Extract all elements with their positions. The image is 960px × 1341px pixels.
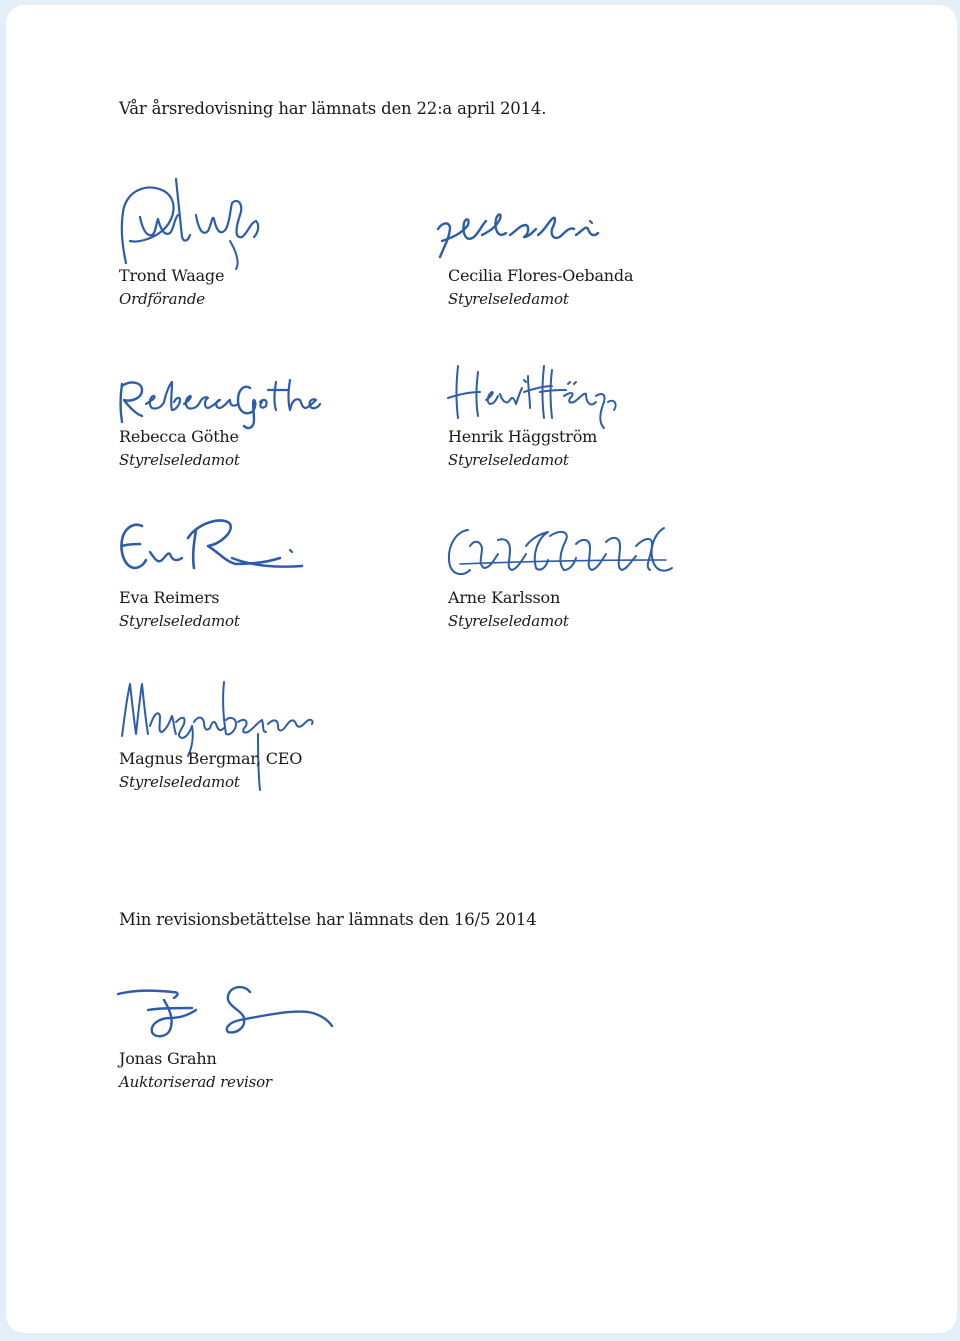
signer-role: Styrelseledamot: [119, 451, 240, 469]
signer-role: Ordförande: [119, 290, 205, 308]
signature-rebecca-gothe: [112, 370, 322, 432]
signer-name: Rebecca Göthe: [119, 427, 239, 446]
signer-role: Styrelseledamot: [119, 773, 240, 791]
signer-name: Magnus Bergmar, CEO: [119, 749, 303, 768]
signature-jonas-grahn: [112, 980, 337, 1044]
audit-text: Min revisionsbetättelse har lämnats den 16/5 2014: [119, 910, 537, 929]
auditor-name: Jonas Grahn: [119, 1049, 217, 1068]
signature-cecilia-flores-oebanda: [432, 205, 602, 265]
signature-trond-waage: [112, 175, 262, 270]
signer-name: Cecilia Flores-Oebanda: [448, 266, 634, 285]
intro-text: Vår årsredovisning har lämnats den 22:a april 2014.: [119, 99, 547, 118]
signer-role: Styrelseledamot: [448, 612, 569, 630]
signer-role: Styrelseledamot: [119, 612, 240, 630]
signer-name: Arne Karlsson: [448, 588, 561, 607]
signer-name: Eva Reimers: [119, 588, 220, 607]
signer-role: Styrelseledamot: [448, 451, 569, 469]
signer-role: Styrelseledamot: [448, 290, 569, 308]
signature-eva-reimers: [112, 512, 312, 578]
auditor-role: Auktoriserad revisor: [119, 1073, 272, 1091]
signer-name: Henrik Häggström: [448, 427, 598, 446]
signer-name: Trond Waage: [119, 266, 225, 285]
signature-arne-karlsson: [440, 520, 690, 582]
